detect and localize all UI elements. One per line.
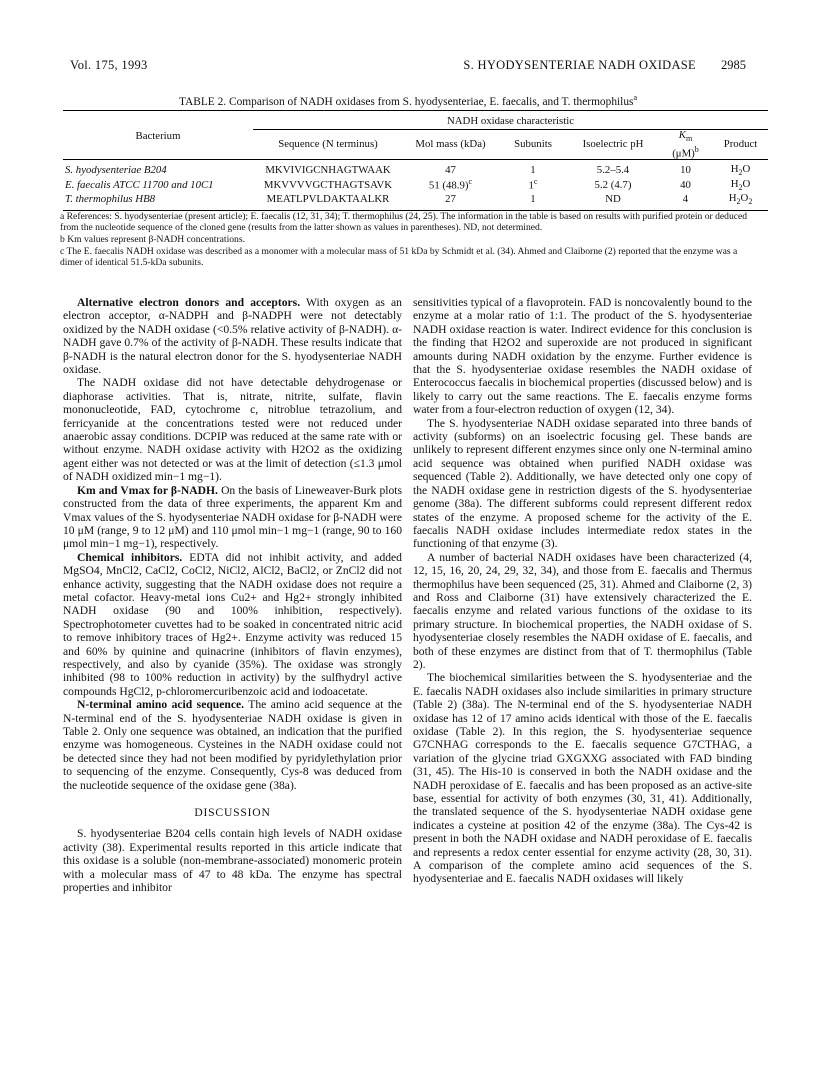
paragraph: The S. hyodysenteriae NADH oxidase separated into three bands of activity (subforms) on an isoelectric focusing gel. These bands are unlikely to represent different enzymes since only one N-terminal amino acid sequence was obtained when purified NADH oxidase was sequenced (Table 2). Additionally, we have detected only one copy of the NADH oxidase gene in restriction digests of the S. hyodysenteriae genome (38a). The different subforms could represent different redox states of the enzyme. A proposed scheme for the activity of the E. faecalis NADH oxidase includes intermediate redox states in the functioning of that enzyme (3). bbox=[413, 416, 752, 551]
paragraph: S. hyodysenteriae B204 cells contain high levels of NADH oxidase activity (38). Experimental results reported in this article indicate that this oxidase is a soluble (non-membrane-associated) monomeric protein with a molecular mass of 47 to 48 kDa. The enzyme has spectral properties and inhibitor bbox=[63, 827, 402, 895]
footnote-c: c The E. faecalis NADH oxidase was described as a monomer with a molecular mass of 51 kDa by Schmidt et al. (34). Ahmed and Claiborne (2) reported that the enzyme was a dimer of identical 51.5-kDa subunits. bbox=[60, 246, 738, 268]
page-number: 2985 bbox=[721, 58, 746, 72]
header-sequence: Sequence (N terminus) bbox=[253, 129, 403, 160]
volume-label: Vol. 175, 1993 bbox=[70, 58, 148, 72]
page-header bbox=[70, 58, 746, 78]
header-pi: Isoelectric pH bbox=[568, 129, 658, 160]
paragraph: Chemical inhibitors. EDTA did not inhibit activity, and added MgSO4, MnCl2, CaCl2, CoCl2, NiCl2, AlCl2, BaCl2, or ZnCl2 did not enhance activity, suggesting that the NADH oxidase does not require a metal cofactor. Heavy-metal ions Cu2+ and Hg2+ strongly inhibited NADH oxidase (90 and 100% inhibition, respectively). Spectrophotometer cuvettes had to be soaked in concentrated nitric acid to remove inhibitory traces of Hg2+. Enzyme activity was reduced 15 and 60% by quinine and quinacrine (inhibitors of flavin enzymes), respectively, and also by cyanide (35%). The oxidase was strongly inhibited (98 to 100% reduction in activity) by the sulfhydryl active compounds HgCl2, p-chloromercuribenzoic acid and iodoacetate. bbox=[63, 550, 402, 698]
paragraph: The NADH oxidase did not have detectable dehydrogenase or diaphorase activities. That is, nitrate, nitrite, sulfate, flavin mononucleotide, FAD, cytochrome c, nitroblue tetrazolium, and ferricyanide at the concentrations tested were not reduced under anaerobic assay conditions. DCPIP was reduced at the same rate with or without enzyme. NADH oxidase activity with H2O2 as the oxidizing agent either was not detected or was at the limit of detection (≤1.3 μmol of NADH oxidized min−1 mg−1). bbox=[63, 376, 402, 484]
header-subunits: Subunits bbox=[498, 129, 568, 160]
paragraph: The biochemical similarities between the S. hyodysenteriae and the E. faecalis NADH oxidases also include similarities in primary structure (Table 2) (38a). The N-terminal end of the S. hyodysenteriae NADH oxidase has 12 of 17 amino acids identical with those of the E. faecalis oxidase (Table 2). In this region, the S. hyodysenteriae sequence G7CNHAG corresponds to the E. faecalis sequence G7CTHAG, a variation of the glycine triad GXGXXG associated with FAD binding (31, 45). The His-10 is conserved in both the NADH oxidase and the NADH peroxidase of E. faecalis and has been proposed as an active-site base, essential for activity of both enzymes (30, 31, 41). Additionally, the translated sequence of the S. hyodysenteriae NADH oxidase gene indicates a cysteine at position 42 of the enzyme (38a). The Cys-42 is present in both the NADH oxidase and NADH peroxidase of E. faecalis and represents a redox center essential for enzyme activity (28, 30, 31). A comparison of the complete amino acid sequences of the S. hyodysenteriae and E. faecalis NADH oxidases will likely bbox=[413, 671, 752, 886]
paragraph: A number of bacterial NADH oxidases have been characterized (4, 12, 15, 16, 20, 24, 29, 32, 34), and those from E. faecalis and Thermus thermophilus have been sequenced (25, 31). Ahmed and Claiborne (2, 3) and Ross and Claiborne (31) have extensively characterized the E. faecalis enzyme and related various functions of the oxidase to its primary structure. In biochemical properties, the NADH oxidase of S. hyodysenteriae closely resembles the NADH oxidase of E. faecalis, and both of these enzymes are distinct from that of T. thermophilus (Table 2). bbox=[413, 550, 752, 671]
paragraph: sensitivities typical of a flavoprotein. FAD is noncovalently bound to the enzyme at a molar ratio of 1:1. The product of the S. hyodysenteriae NADH oxidase reaction is water. Indirect evidence for this conclusion is the finding that H2O2 and superoxide are not produced in significant amounts during NADH oxidation by the enzyme. Further evidence is that the S. hyodysenteriae oxidase resembles the NADH oxidase of Enterococcus faecalis in biochemical properties (discussed below) and is likely to carry out the same reactions. The E. faecalis enzyme forms water from a four-electron reduction of oxygen (12, 34). bbox=[413, 296, 752, 417]
running-title: S. HYODYSENTERIAE NADH OXIDASE bbox=[463, 58, 696, 72]
header-product: Product bbox=[713, 129, 768, 160]
paragraph: Km and Vmax for β-NADH. On the basis of Lineweaver-Burk plots constructed from the data of three experiments, the apparent Km and Vmax values of the S. hyodysenteriae NADH oxidase for β-NADH were 10 μM (range, 9 to 12 μM) and 110 μmol min−1 mg−1 (range, 90 to 160 μmol min−1 mg−1), respectively. bbox=[63, 483, 402, 551]
footnote-a: a References: S. hyodysenteriae (present article); E. faecalis (12, 31, 34); T. thermophilus (24, 25). The information in the table is based on results with purified protein or deduced from the nucleotide sequence of the cloned gene (results from the latter shown as values in parentheses). ND, not determined. bbox=[60, 211, 748, 233]
header-km: $K_m$ $(\mu M)^b$ bbox=[658, 129, 713, 160]
paragraph: N-terminal amino acid sequence. The amino acid sequence at the N-terminal end of the S. hyodysenteriae NADH oxidase is given in Table 2. Only one sequence was obtained, an indication that the purified enzyme was homogeneous. Cysteines in the NADH oxidase could not be detected since they had not been modified by pyridylethylation prior to sequencing of the enzyme. Consequently, Cys-8 was deduced from the nucleotide sequence of the oxidase gene (38a). bbox=[63, 698, 402, 792]
comparison-table bbox=[63, 110, 768, 211]
table-row: T. thermophilus HB8 MEATLPVLDAKTAALKR 27 1 ND 4 $H_2O_2$ bbox=[65, 192, 753, 207]
section-heading: DISCUSSION bbox=[194, 806, 271, 820]
left-column bbox=[63, 296, 402, 894]
table-caption: TABLE 2. Comparison of NADH oxidases from S. hyodysenteriae, E. faecalis, and T. thermophilus$^a$ bbox=[178, 93, 638, 108]
table-row: E. faecalis ATCC 11700 and 10C1 MKVVVVGCTHAGTSAVK 51 $(48.9)^c$ 1$^c$ 5.2 (4.7) 40 $H_2O$ bbox=[65, 177, 751, 192]
header-group: NADH oxidase characteristic bbox=[446, 114, 575, 127]
header-mass: Mol mass (kDa) bbox=[403, 129, 498, 160]
table-row: S. hyodysenteriae B204 MKVIVIGCNHAGTWAAK 47 1 5.2–5.4 10 $H_2O$ bbox=[65, 163, 751, 178]
paragraph: Alternative electron donors and acceptors. With oxygen as an electron acceptor, α-NADPH and β-NADPH were not detectably oxidized by the NADH oxidase (<0.5% relative activity of β-NADH). α-NADH gave 0.7% of the activity of β-NADH. These results indicate that β-NADH is the natural electron donor for the S. hyodysenteriae NADH oxidase. bbox=[63, 296, 402, 377]
header-bacterium: Bacterium bbox=[135, 130, 181, 143]
footnote-b: b Km values represent β-NADH concentrations. bbox=[60, 234, 245, 245]
right-column bbox=[413, 296, 752, 886]
